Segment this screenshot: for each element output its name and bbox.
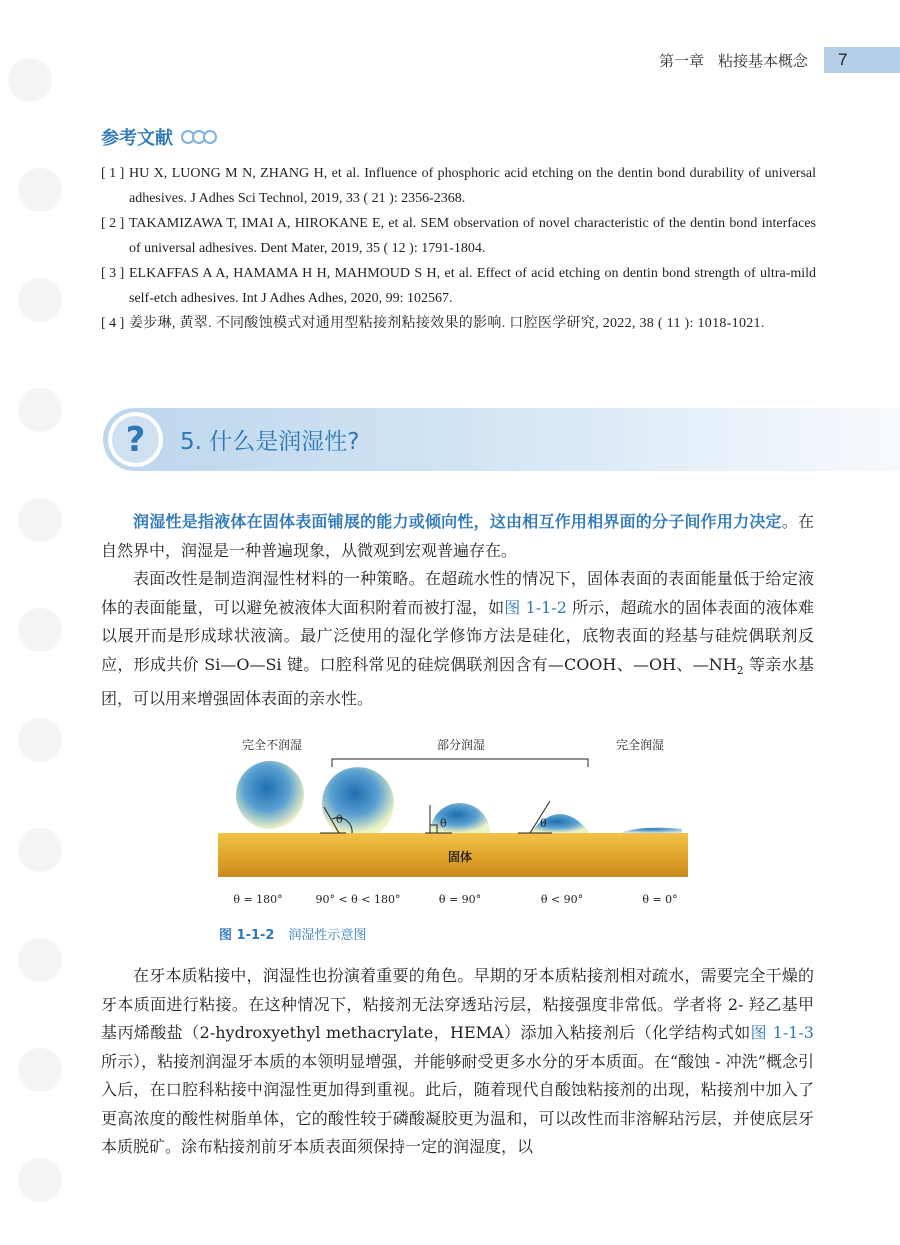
droplet-acute <box>530 814 590 833</box>
partial-wetting-bracket <box>332 759 588 767</box>
paragraph-text: 所示，超疏水的固体表面的液体难以展开而是形成球状液滴。最广泛使用的湿化学修饰方法是硅化，底物表面的羟基与硅烷偶联剂反应，形成共价 Si—O—Si 键。口腔科常见的硅烷偶联剂因含有—COOH、—OH、—NH <box>101 597 814 674</box>
references-heading <box>101 124 214 150</box>
droplet-nonwetting <box>236 761 304 829</box>
running-head <box>659 50 824 71</box>
paragraph-text: 表面改性是制造润湿性材料的一种策略。在超疏水性的情况下，固体表面的表面能量低于给定液体的表面能量，可以避免被液体大面积附着而被打湿，如 <box>101 569 814 617</box>
angle-label: θ = 90° <box>438 893 482 906</box>
subscript: 2 <box>736 663 744 677</box>
question-icon <box>108 412 163 467</box>
body-text-top <box>101 508 814 714</box>
paragraph-text: 在牙本质粘接中，润湿性也扮演着重要的角色。早期的牙本质粘接剂相对疏水，需要完全干燥的牙本质面进行粘接。在这种情况下，粘接剂无法穿透玷污层，粘接强度非常低。学者将 2- 羟乙基甲基丙烯酸盐（2-hydroxyethyl methacrylate，HEMA）添加入粘接剂后（化学结构式如 <box>101 966 814 1042</box>
chapter-label: 第一章 <box>658 51 704 70</box>
reference-item <box>101 311 816 336</box>
theta-label: θ <box>336 813 343 826</box>
figure-caption <box>219 924 366 943</box>
solid-label: 固体 <box>447 850 473 864</box>
droplet-right-angle <box>430 803 490 833</box>
reference-number: [ 3 ] <box>101 266 125 281</box>
reference-item <box>101 211 816 261</box>
paragraph <box>101 508 814 565</box>
figure-title: 润湿性示意图 <box>288 928 367 943</box>
question-mark: ? <box>112 416 159 463</box>
reference-number: [ 1 ] <box>101 166 125 181</box>
angle-label: 90° < θ < 180° <box>315 893 401 906</box>
droplet-complete-wetting <box>620 828 682 833</box>
reference-item <box>101 161 816 211</box>
section-title: 5. 什么是润湿性? <box>180 429 360 455</box>
references-list <box>101 161 816 336</box>
theta-label: θ <box>540 817 547 830</box>
wetting-diagram <box>212 735 692 945</box>
reference-text: ELKAFFAS A A, HAMAMA H H, MAHMOUD S H, et al. Effect of acid etching on dentin bond strength of ultra-mild self-etch adhesives. Int J Adhes Adhes, 2020, 99: 102567. <box>129 266 816 306</box>
chapter-title: 粘接基本概念 <box>717 51 808 70</box>
angle-label: θ < 90° <box>540 893 584 906</box>
label-complete-nonwetting: 完全不润湿 <box>241 738 303 752</box>
reference-number: [ 4 ] <box>101 316 125 331</box>
label-partial-wetting: 部分润湿 <box>436 738 486 752</box>
reference-item <box>101 261 816 311</box>
page-header <box>659 47 900 73</box>
figure-number: 图 1-1-2 <box>219 928 275 943</box>
figure-link[interactable]: 图 1-1-2 <box>504 597 567 617</box>
reference-text: TAKAMIZAWA T, IMAI A, HIROKANE E, et al. SEM observation of novel characteristic of the dentin bond interfaces of universal adhesives. Dent Mater, 2019, 35 ( 12 ): 1791-1804. <box>129 216 816 256</box>
angle-label: θ = 0° <box>642 893 678 906</box>
theta-label: θ <box>440 817 447 830</box>
angle-label: θ = 180° <box>233 893 283 906</box>
figure-link[interactable]: 图 1-1-3 <box>750 1023 814 1042</box>
paragraph-text: 等亲水基团，可以用来增强固体表面的亲水性。 <box>101 654 814 709</box>
decorative-circles-icon <box>181 130 214 144</box>
label-complete-wetting: 完全润湿 <box>615 738 665 752</box>
reference-number: [ 2 ] <box>101 216 125 231</box>
reference-text: HU X, LUONG M N, ZHANG H, et al. Influence of phosphoric acid etching on the dentin bond durability of universal adhesives. J Adhes Sci Technol, 2019, 33 ( 21 ): 2356-2368. <box>129 166 816 206</box>
reference-text: 姜步琳, 黄翠. 不同酸蚀模式对通用型粘接剂粘接效果的影响. 口腔医学研究, 2022, 38 ( 11 ): 1018-1021. <box>129 316 765 331</box>
references-title: 参考文献 <box>101 128 173 149</box>
paragraph-text: 所示），粘接剂润湿牙本质的本领明显增强，并能够耐受更多水分的牙本质面。在“酸蚀 - 冲洗”概念引入后，在口腔科粘接中润湿性更加得到重视。此后，随着现代自酸蚀粘接剂的出现，粘接剂中加入了更高浓度的酸性树脂单体，它的酸性较于磷酸凝胶更为温和，可以改性而非溶解玷污层，并使底层牙本质脱矿。涂布粘接剂前牙本质表面须保持一定的润湿度，以 <box>101 1051 814 1156</box>
page-number: 7 <box>824 47 900 73</box>
paragraph-text: 。在自然界中，润湿是一种普遍现象，从微观到宏观普遍存在。 <box>101 512 814 560</box>
paragraph <box>101 962 814 1162</box>
paragraph <box>101 565 814 714</box>
definition-highlight: 润湿性是指液体在固体表面铺展的能力或倾向性，这由相互作用相界面的分子间作用力决定 <box>133 512 782 531</box>
body-text-bottom <box>101 962 814 1162</box>
